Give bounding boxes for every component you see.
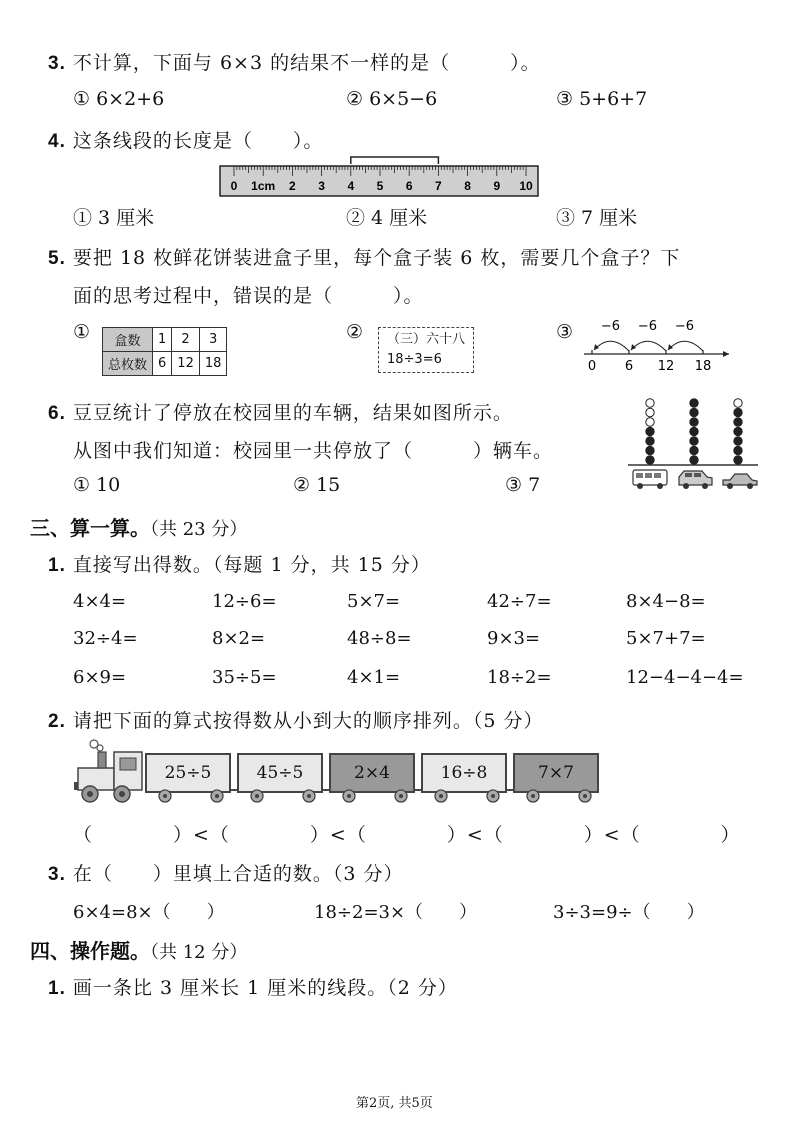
fill-blank-item: 6×4=8×（ ） bbox=[73, 902, 225, 923]
ruler-label: 6 bbox=[405, 179, 413, 193]
q6-option-2: ② 15 bbox=[293, 474, 341, 496]
question-number: 6. bbox=[48, 403, 66, 424]
train-car-1: 25÷5 bbox=[145, 753, 231, 793]
number-line-label: 12 bbox=[657, 359, 675, 374]
table-cell: 6 bbox=[153, 352, 172, 376]
filled-bead bbox=[734, 456, 742, 464]
arrow-icon bbox=[668, 344, 673, 350]
empty-bead bbox=[646, 418, 654, 426]
ruler-label: 4 bbox=[347, 179, 355, 193]
bead-counter-figure bbox=[626, 392, 760, 494]
ruler-label: 7 bbox=[435, 179, 442, 193]
page-footer: 第2页, 共5页 bbox=[356, 1096, 433, 1111]
calc-item: 5×7+7= bbox=[626, 628, 706, 649]
number-line-label: 6 bbox=[624, 359, 634, 374]
question-number: 5. bbox=[48, 248, 66, 269]
question-number: 1. bbox=[48, 555, 66, 576]
filled-bead bbox=[690, 446, 698, 454]
filled-bead bbox=[646, 446, 654, 454]
filled-bead bbox=[734, 446, 742, 454]
arrow-icon bbox=[631, 344, 636, 350]
calc-item: 12−4−4−4= bbox=[626, 667, 744, 688]
train-car-4: 16÷8 bbox=[421, 753, 507, 793]
car-icon bbox=[723, 474, 757, 489]
filled-bead bbox=[690, 418, 698, 426]
calc-item: 6×9= bbox=[73, 667, 127, 688]
q4-option-1: ① 3 厘米 bbox=[73, 207, 155, 229]
calc-item: 18÷2= bbox=[487, 667, 552, 688]
wheel-hub bbox=[255, 794, 259, 798]
filled-bead bbox=[646, 456, 654, 464]
table-row bbox=[103, 352, 227, 376]
ruler-figure bbox=[218, 152, 540, 198]
question-5 bbox=[48, 243, 680, 270]
q3-option-2: ② 6×5−6 bbox=[346, 88, 438, 110]
calc-item: 4×1= bbox=[347, 667, 401, 688]
ruler-label: 2 bbox=[289, 179, 296, 193]
section-points: （共 23 分） bbox=[150, 519, 248, 540]
table-row bbox=[103, 328, 227, 352]
filled-bead bbox=[734, 427, 742, 435]
calc-item: 9×3= bbox=[487, 628, 541, 649]
section-title: 四、操作题。 bbox=[30, 939, 150, 963]
calc-item: 42÷7= bbox=[487, 591, 552, 612]
ruler-label: 8 bbox=[464, 179, 471, 193]
wheel-hub bbox=[531, 794, 535, 798]
question-4 bbox=[48, 126, 323, 153]
question-text-line2: 从图中我们知道：校园里一共停放了（ ）辆车。 bbox=[73, 440, 554, 462]
arrow-icon bbox=[723, 351, 729, 357]
question-text: 不计算，下面与 6×3 的结果不一样的是（ ）。 bbox=[72, 52, 541, 74]
filled-bead bbox=[646, 427, 654, 435]
train-wheels bbox=[140, 788, 610, 806]
question-text: 这条线段的长度是（ ）。 bbox=[72, 130, 324, 152]
filled-bead bbox=[734, 418, 742, 426]
equation-text: 18÷3=6 bbox=[387, 352, 442, 367]
jump-arc bbox=[668, 341, 703, 351]
filled-bead bbox=[734, 437, 742, 445]
s3-question-3 bbox=[48, 859, 404, 886]
table-cell: 总枚数 bbox=[103, 352, 153, 376]
question-number: 2. bbox=[48, 711, 66, 732]
table-cell: 2 bbox=[172, 328, 200, 352]
ruler-label: 10 bbox=[519, 179, 533, 193]
calc-item: 8×4−8= bbox=[626, 591, 706, 612]
train-car-5: 7×7 bbox=[513, 753, 599, 793]
question-number: 4. bbox=[48, 131, 66, 152]
suv-icon bbox=[679, 471, 712, 489]
bus-icon bbox=[633, 470, 667, 489]
calc-item: 4×4= bbox=[73, 591, 127, 612]
table-cell: 盒数 bbox=[103, 328, 153, 352]
question-number: 1. bbox=[48, 978, 66, 999]
table-cell: 1 bbox=[153, 328, 172, 352]
question-3 bbox=[48, 48, 541, 75]
wheel-hub bbox=[491, 794, 495, 798]
locomotive-icon bbox=[74, 738, 146, 804]
calc-item: 5×7= bbox=[347, 591, 401, 612]
jump-label: −6 bbox=[600, 319, 621, 334]
q5-option-1-mark: ① bbox=[73, 321, 91, 343]
wheel-hub bbox=[215, 794, 219, 798]
jump-label: −6 bbox=[637, 319, 658, 334]
ordering-answer-line: （ ）<（ ）<（ ）<（ ）<（ ） bbox=[73, 824, 741, 846]
s3-question-2 bbox=[48, 706, 544, 733]
empty-bead bbox=[646, 408, 654, 416]
table-cell: 3 bbox=[199, 328, 227, 352]
calc-item: 32÷4= bbox=[73, 628, 138, 649]
ruler-label: 0 bbox=[230, 179, 238, 193]
q5-option-3-mark: ③ bbox=[556, 321, 574, 343]
rhyme-text: （三）六十八 bbox=[387, 332, 466, 347]
boxes-table bbox=[102, 327, 227, 376]
wheel-hub bbox=[399, 794, 403, 798]
calc-item: 8×2= bbox=[212, 628, 266, 649]
fill-blank-item: 18÷2=3×（ ） bbox=[314, 902, 478, 923]
question-text: 在（ ）里填上合适的数。（3 分） bbox=[72, 863, 404, 885]
question-text-line1: 豆豆统计了停放在校园里的车辆，结果如图所示。 bbox=[72, 402, 513, 424]
q6-option-3: ③ 7 bbox=[505, 474, 541, 496]
filled-bead bbox=[734, 408, 742, 416]
number-line bbox=[580, 318, 730, 376]
question-text: 直接写出得数。（每题 1 分，共 15 分） bbox=[72, 554, 431, 576]
filled-bead bbox=[690, 427, 698, 435]
q4-option-3: ③ 7 厘米 bbox=[556, 207, 638, 229]
jump-label: −6 bbox=[674, 319, 695, 334]
table-cell: 18 bbox=[199, 352, 227, 376]
calc-item: 35÷5= bbox=[212, 667, 277, 688]
number-line-label: 18 bbox=[694, 359, 712, 374]
multiplication-rhyme-box bbox=[378, 327, 474, 373]
q3-option-1: ① 6×2+6 bbox=[73, 88, 165, 110]
train-car-3: 2×4 bbox=[329, 753, 415, 793]
filled-bead bbox=[690, 408, 698, 416]
wheel-hub bbox=[583, 794, 587, 798]
train-car-2: 45÷5 bbox=[237, 753, 323, 793]
question-text: 请把下面的算式按得数从小到大的顺序排列。（5 分） bbox=[72, 710, 544, 732]
measured-segment bbox=[351, 157, 439, 164]
q5-option-2-mark: ② bbox=[346, 321, 364, 343]
q6-option-1: ① 10 bbox=[73, 474, 121, 496]
ruler-label: 9 bbox=[493, 179, 501, 193]
jump-arc bbox=[594, 341, 629, 351]
wheel-hub bbox=[439, 794, 443, 798]
filled-bead bbox=[690, 399, 698, 407]
section-3-heading bbox=[30, 512, 247, 541]
q4-option-2: ② 4 厘米 bbox=[346, 207, 428, 229]
empty-bead bbox=[734, 399, 742, 407]
section-title: 三、算一算。 bbox=[30, 516, 150, 540]
calc-item: 48÷8= bbox=[347, 628, 412, 649]
calc-item: 12÷6= bbox=[212, 591, 277, 612]
wheel-hub bbox=[307, 794, 311, 798]
empty-bead bbox=[646, 399, 654, 407]
s3-question-1 bbox=[48, 550, 431, 577]
ruler-label: 3 bbox=[318, 179, 325, 193]
wheel-hub bbox=[347, 794, 351, 798]
arrow-icon bbox=[594, 344, 599, 350]
filled-bead bbox=[690, 456, 698, 464]
question-number: 3. bbox=[48, 53, 66, 74]
filled-bead bbox=[646, 437, 654, 445]
ruler-label: 5 bbox=[376, 179, 384, 193]
ruler-label: 1cm bbox=[251, 179, 276, 193]
question-number: 3. bbox=[48, 864, 66, 885]
number-line-label: 0 bbox=[587, 359, 597, 374]
q3-option-3: ③ 5+6+7 bbox=[556, 88, 648, 110]
section-points: （共 12 分） bbox=[150, 942, 248, 963]
fill-blank-item: 3÷3=9÷（ ） bbox=[553, 902, 705, 923]
question-text-line1: 要把 18 枚鲜花饼装进盒子里，每个盒子装 6 枚，需要几个盒子？下 bbox=[72, 247, 681, 269]
section-4-heading bbox=[30, 935, 247, 964]
jump-arc bbox=[631, 341, 666, 351]
question-text: 画一条比 3 厘米长 1 厘米的线段。（2 分） bbox=[72, 977, 458, 999]
wheel-hub bbox=[163, 794, 167, 798]
table-cell: 12 bbox=[172, 352, 200, 376]
question-6 bbox=[48, 398, 513, 425]
filled-bead bbox=[690, 437, 698, 445]
question-text-line2: 面的思考过程中，错误的是（ ）。 bbox=[73, 285, 424, 307]
s4-question-1 bbox=[48, 973, 458, 1000]
